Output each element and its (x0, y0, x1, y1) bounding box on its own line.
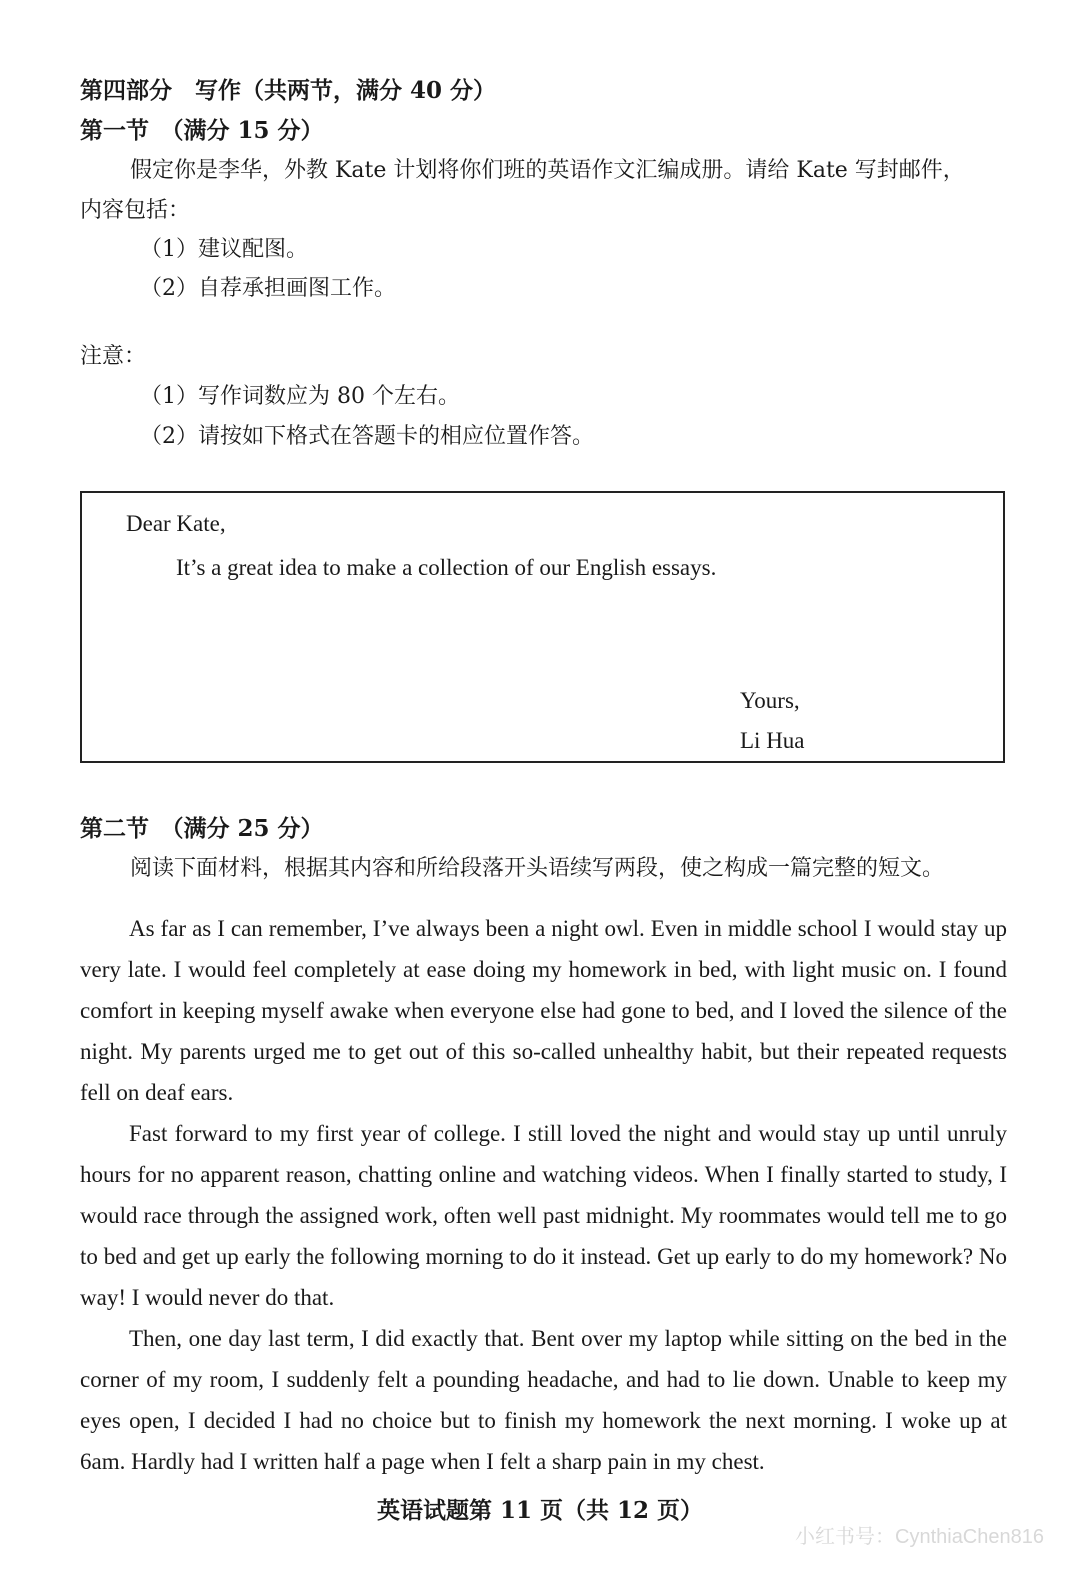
section1-title: 第一节 （满分 15 分） (80, 117, 324, 144)
letter-opening: It’s a great idea to make a collection of our English essays. (176, 555, 717, 580)
passage-paragraph-1: As far as I can remember, I’ve always been a night owl. Even in middle school I would stay up very late. I would feel completely at ease doing my homework in bed, with light music on. I found comfort in keeping myself awake when everyone else had gone to bed, and I loved the silence of the night. My parents urged me to get out of this so-called unhealthy habit, but their repeated requests fell on deaf ears. (80, 916, 1007, 1105)
watermark: 小红书号：CynthiaChen816 (795, 1526, 1044, 1548)
letter-signature: Li Hua (740, 728, 805, 753)
section1-prompt-line1: 假定你是李华，外教 Kate 计划将你们班的英语作文汇编成册。请给 Kate 写封邮件， (130, 158, 965, 183)
note-2: （2）请按如下格式在答题卡的相应位置作答。 (140, 424, 594, 449)
passage-paragraph-3: Then, one day last term, I did exactly that. Bent over my laptop while sitting on the bed in the corner of my room, I suddenly felt a pounding headache, and had to lie down. Unable to keep my eyes open, I decided I had no choice but to finish my homework the next morning. I woke up at 6am. Hardly had I written half a page when I felt a sharp pain in my chest. (80, 1326, 1007, 1474)
page-footer: 英语试题第 11 页（共 12 页） (376, 1497, 704, 1524)
letter-closing: Yours, (740, 688, 800, 713)
section2-title: 第二节 （满分 25 分） (80, 815, 324, 842)
letter-template-box (80, 491, 1005, 763)
letter-greeting: Dear Kate, (126, 511, 226, 536)
passage-paragraph-2: Fast forward to my first year of college. I still loved the night and would stay up until unruly hours for no apparent reason, chatting online and watching videos. When I finally started to study, I would race through the assigned work, often well past midnight. My roommates would tell me to go to bed and get up early the following morning to do it instead. Get up early to do my homework? No way! I would never do that. (80, 1121, 1007, 1310)
section1-prompt-line2: 内容包括： (80, 198, 191, 223)
note-1: （1）写作词数应为 80 个左右。 (140, 384, 460, 409)
note-label: 注意： (80, 344, 147, 369)
section1-item-2: （2）自荐承担画图工作。 (140, 276, 396, 301)
part-title: 第四部分 写作（共两节，满分 40 分） (80, 77, 497, 104)
section1-item-1: （1）建议配图。 (140, 237, 308, 262)
section2-instruction: 阅读下面材料，根据其内容和所给段落开头语续写两段，使之构成一篇完整的短文。 (130, 856, 945, 881)
